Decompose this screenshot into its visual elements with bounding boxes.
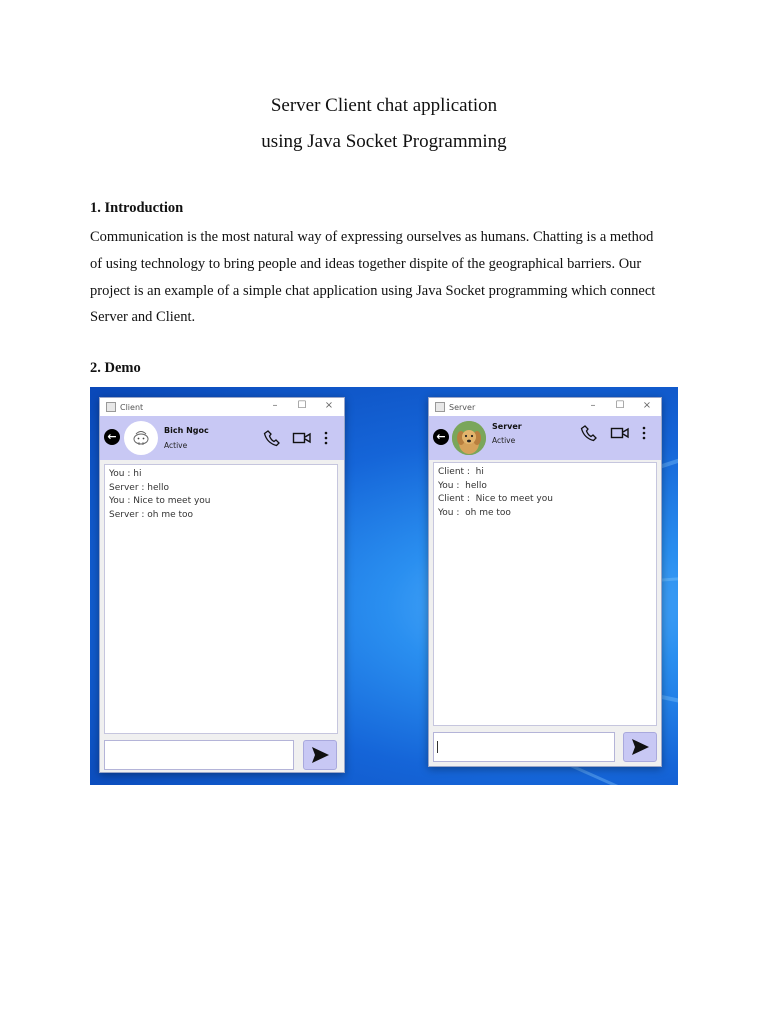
- text-caret: [437, 741, 438, 753]
- cartoon-face-icon: [124, 421, 158, 455]
- more-options-icon[interactable]: [641, 424, 647, 442]
- title-line-1: Server Client chat application: [270, 95, 498, 116]
- server-window-title: Server: [449, 402, 476, 412]
- server-window: [428, 397, 662, 767]
- client-chat-header: [100, 416, 344, 460]
- client-window: [99, 397, 345, 773]
- maximize-icon[interactable]: ☐: [297, 400, 307, 411]
- send-icon: [624, 733, 656, 761]
- java-app-icon: [435, 402, 445, 412]
- message-item: Server : hello: [109, 482, 170, 493]
- message-item: You : hello: [438, 480, 487, 491]
- video-camera-icon[interactable]: [292, 429, 312, 447]
- contact-status: Active: [164, 441, 188, 450]
- introduction-paragraph: [90, 224, 680, 331]
- paragraph-line: of using technology to bring people and ideas together dispite of the geographical barriers. Our: [90, 255, 642, 272]
- close-icon[interactable]: ×: [324, 400, 334, 411]
- close-icon[interactable]: ×: [642, 400, 652, 411]
- back-arrow-icon[interactable]: ←: [104, 429, 120, 445]
- client-window-title: Client: [120, 402, 144, 412]
- more-options-icon[interactable]: [323, 429, 329, 447]
- maximize-icon[interactable]: ☐: [615, 400, 625, 411]
- phone-icon[interactable]: [263, 429, 281, 447]
- server-chat-header: [429, 416, 661, 460]
- client-titlebar: [100, 398, 344, 416]
- title-line-2: using Java Socket Programming: [261, 131, 507, 152]
- demo-screenshot: [90, 387, 678, 785]
- java-app-icon: [106, 402, 116, 412]
- paragraph-line: Communication is the most natural way of expressing ourselves as humans. Chatting is a method: [90, 229, 654, 245]
- video-camera-icon[interactable]: [610, 424, 630, 442]
- message-item: Client : hi: [438, 467, 484, 477]
- dog-photo-icon: [452, 421, 486, 455]
- send-icon: [304, 741, 336, 769]
- message-list: [433, 462, 657, 726]
- contact-status: Active: [492, 436, 516, 445]
- send-button[interactable]: [623, 732, 657, 762]
- message-list: [104, 464, 338, 734]
- send-button[interactable]: [303, 740, 337, 770]
- phone-icon[interactable]: [580, 424, 598, 442]
- contact-name: Server: [492, 422, 522, 431]
- demo-heading: 2. Demo: [90, 360, 141, 376]
- message-item: Client : Nice to meet you: [438, 494, 553, 504]
- back-arrow-icon[interactable]: ←: [433, 429, 449, 445]
- server-titlebar: [429, 398, 661, 416]
- message-item: You : Nice to meet you: [109, 496, 211, 506]
- paragraph-line: project is an example of a simple chat application using Java Socket programming which connect: [90, 282, 656, 299]
- minimize-icon[interactable]: –: [590, 400, 596, 411]
- contact-name: Bich Ngoc: [164, 426, 209, 435]
- minimize-icon[interactable]: –: [272, 400, 278, 411]
- message-input[interactable]: [433, 732, 615, 762]
- paragraph-line: Server and Client.: [90, 309, 196, 326]
- introduction-heading: 1. Introduction: [90, 200, 184, 216]
- message-input[interactable]: [104, 740, 294, 770]
- message-item: You : hi: [109, 469, 142, 479]
- message-item: Server : oh me too: [109, 509, 194, 520]
- message-item: You : oh me too: [438, 507, 511, 518]
